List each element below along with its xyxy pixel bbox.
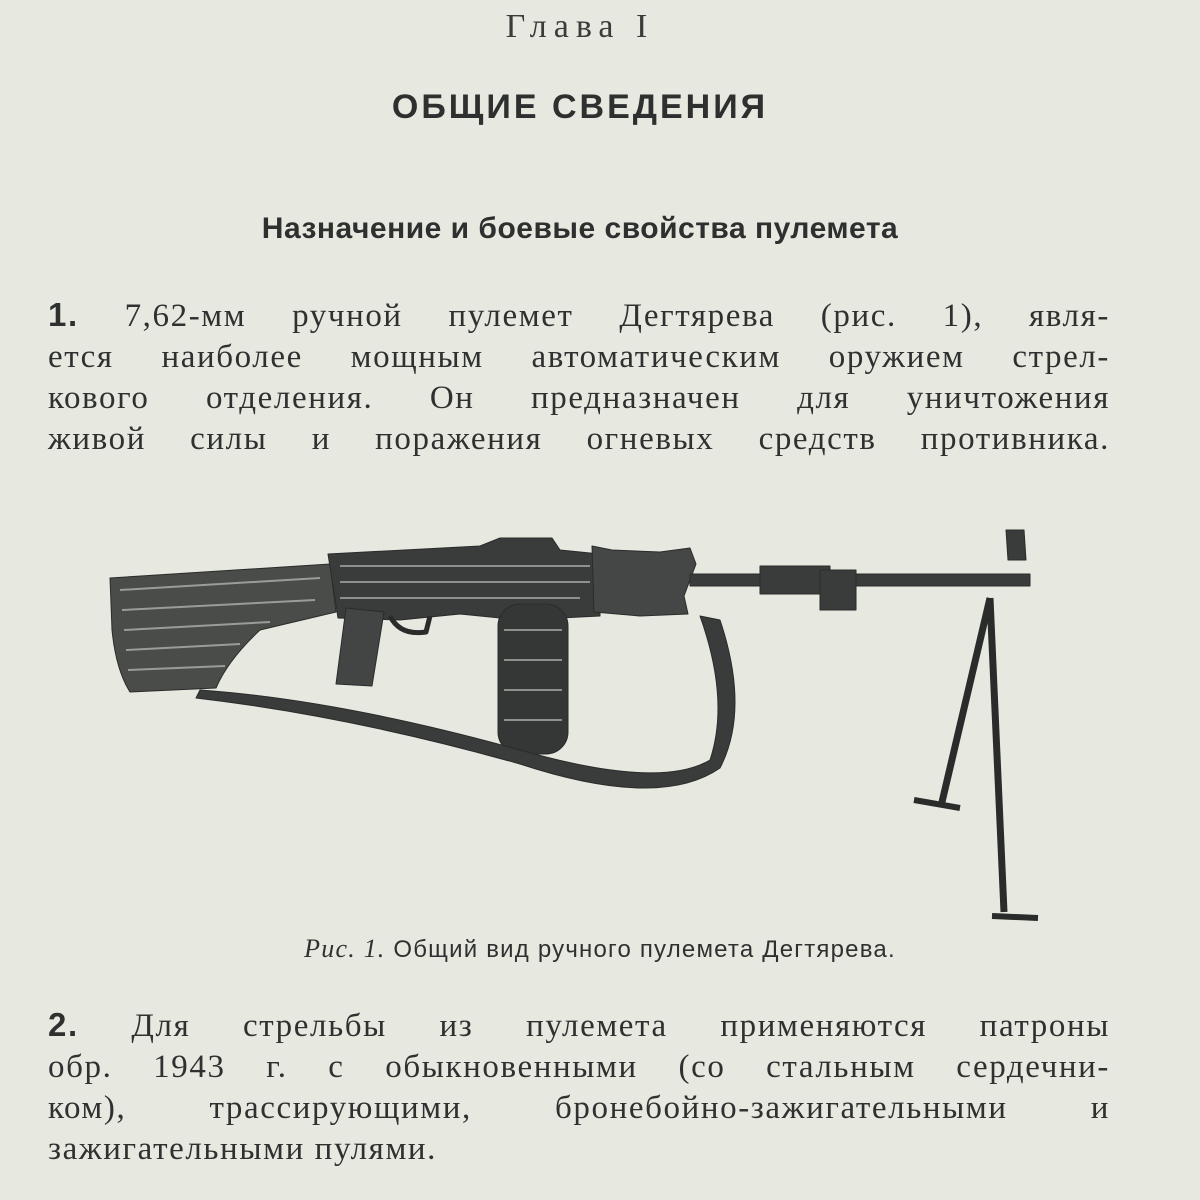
paragraph-2-number: 2. [48,1006,79,1043]
paragraph-2-line-3: ком), трассирующими, бронебойно-зажигательными и [48,1090,1110,1126]
paragraph-1-number: 1. [48,296,79,333]
gun-barrel [690,574,1030,586]
paragraph-2-line-2: обр. 1943 г. с обыкновенными (со стальным сердечни- [48,1049,1110,1085]
paragraph-1 [48,294,1110,460]
chapter-heading: Глава I [505,8,655,45]
figure-caption-text: Общий вид ручного пулемета Дегтярева. [385,936,896,963]
gun-handguard [592,546,696,616]
paragraph-1-line-3: кового отделения. Он предназначен для уничтожения [48,380,1110,416]
paragraph-2 [48,1004,1110,1170]
gun-bipod-leg-left [942,598,990,802]
machine-gun-illustration [100,520,1040,930]
gun-front-sight [1006,530,1026,560]
paragraph-2-line-1 [48,1004,1110,1047]
gun-pistol-grip [336,608,384,686]
paragraph-1-line-1-text: 7,62-мм ручной пулемет Дегтярева (рис. 1), явля- [78,298,1110,334]
subsection-title: Назначение и боевые свойства пулемета [261,212,899,245]
section-title: ОБЩИЕ СВЕДЕНИЯ [391,88,769,126]
paragraph-1-line-1 [48,294,1110,337]
figure-caption [0,934,1200,964]
paragraph-1-line-4: живой силы и поражения огневых средств противника. [48,421,1110,457]
gun-bipod-leg-right [990,598,1004,912]
paragraph-1-line-2: ется наиболее мощным автоматическим оружием стрел- [48,339,1110,375]
gun-sling [196,616,735,788]
paragraph-2-line-1-text: Для стрельбы из пулемета применяются патроны [78,1008,1110,1044]
gun-pan-magazine [498,604,568,754]
figure-caption-ref: Рис. 1. [304,934,386,963]
gun-receiver [328,538,600,620]
paragraph-2-line-4: зажигательными пулями. [48,1131,438,1167]
